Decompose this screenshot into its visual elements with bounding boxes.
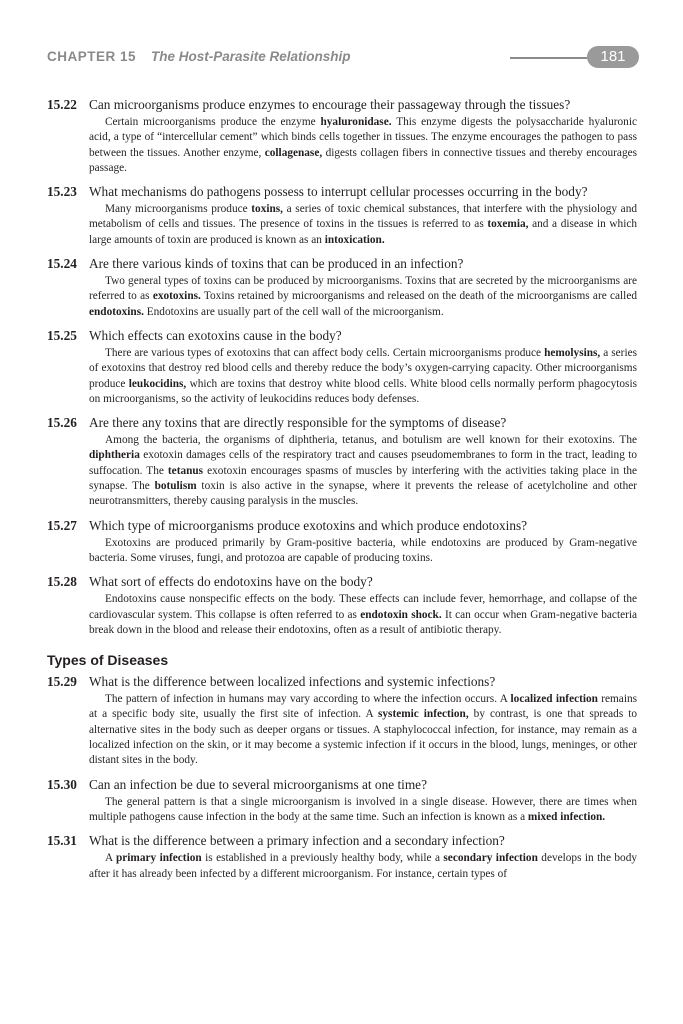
answer-term: hemolysins,: [544, 346, 601, 359]
question-text: Can an infection be due to several microorganisms at one time?: [89, 776, 427, 792]
question-text: Are there any toxins that are directly responsible for the symptoms of disease?: [89, 415, 507, 431]
qa-item: [47, 517, 637, 567]
qa-item: [47, 96, 637, 176]
answer-text: and a disease in which large amounts of toxin are produced is known as an: [89, 218, 637, 246]
question-text: Can microorganisms produce enzymes to encourage their passageway through the tissues?: [89, 97, 571, 112]
question: [47, 183, 637, 200]
answer-text: by contrast, is one that spreads to alternative sites in the body such as deeper organs or tissues. A staphylococcal infection, for instance, may remain as a localized infection on the skin, or it may become a systemic infection if it occurs in the blood, lungs, meninges, or other distant sites in the body.: [89, 708, 638, 767]
answer-paragraph: [89, 346, 637, 407]
answer-text: Exotoxins are produced primarily by Gram-positive bacteria, while endotoxins are produced by Gram-negative bacteria. Some viruses, fungi, and protozoa are capable of producing toxins.: [89, 536, 637, 564]
answer-term: systemic infection,: [378, 708, 469, 721]
answer-paragraph: [89, 592, 637, 638]
qa-item: [47, 414, 637, 509]
answer-text: Many microorganisms produce: [105, 203, 252, 216]
answer-term: intoxication.: [324, 233, 385, 246]
answer-text: Toxins retained by microorganisms and released on the death of the microorganisms are called: [200, 290, 637, 303]
answer-term: localized infection: [510, 693, 598, 706]
answer-text: Among the bacteria, the organisms of diphtheria, tetanus, and botulism are well known for their exotoxins. The: [105, 434, 637, 447]
question: [47, 96, 637, 113]
answer-term: secondary infection: [443, 852, 538, 865]
answer-term: leukocidins,: [128, 377, 187, 390]
answer-term: mixed infection.: [527, 810, 606, 823]
answer-text: The pattern of infection in humans may vary according to where the infection occurs. A: [105, 693, 511, 706]
question-text: What sort of effects do endotoxins have on the body?: [89, 574, 373, 590]
answer-text: A: [105, 852, 116, 865]
answer-paragraph: [89, 115, 637, 176]
question: [47, 776, 637, 793]
question-text: Are there various kinds of toxins that can be produced in an infection?: [89, 256, 464, 272]
answer-term: tetanus: [167, 464, 204, 477]
answer-paragraph: [89, 851, 637, 882]
qa-item: [47, 776, 637, 826]
answer-text: is established in a previously healthy body, while a: [201, 852, 444, 865]
answer-text: exotoxin encourages spasms of muscles by interfering with the activities taking place in the synapse. The: [89, 464, 637, 493]
qa-item: [47, 255, 637, 320]
question-number: 15.28: [47, 574, 77, 590]
qa-item: [47, 832, 637, 882]
answer-text: Endotoxins cause nonspecific effects on the body. These effects can include fever, hemorrhage, and collapse of the cardiovascular system. This collapse is often referred to as: [89, 593, 637, 621]
answer-text: Two general types of toxins can be produced by microorganisms. Toxins that are secreted by the microorganisms are referred to as: [89, 275, 637, 303]
qa-item: [47, 183, 637, 248]
question: [47, 832, 637, 849]
question: [47, 414, 637, 431]
page-number: 181: [587, 46, 639, 68]
answer-text: The general pattern is that a single microorganism is involved in a single disease. However, there are times when multiple pathogens cause infection in the body at the same time. Such an infection is known as a: [89, 795, 637, 823]
chapter-label: CHAPTER 15: [47, 49, 137, 64]
question-number: 15.22: [47, 97, 77, 112]
question-number: 15.23: [47, 184, 77, 200]
answer-term: hyaluronidase.: [320, 116, 392, 128]
question-number: 15.29: [47, 674, 77, 690]
answer-term: toxemia,: [487, 218, 529, 231]
answer-term: toxins,: [251, 203, 283, 216]
answer-paragraph: [89, 795, 637, 826]
question-number: 15.26: [47, 415, 77, 431]
answer-paragraph: [89, 536, 637, 567]
question-text: Which type of microorganisms produce exotoxins and which produce endotoxins?: [89, 517, 528, 533]
question: [47, 327, 637, 344]
question-number: 15.31: [47, 833, 77, 849]
answer-text: toxin is also active in the synapse, where it prevents the release of acetylcholine and other neurotransmitters, thereby causing paralysis in the muscles.: [89, 480, 637, 508]
chapter-title: The Host-Parasite Relationship: [151, 49, 351, 64]
qa-item: [47, 573, 637, 638]
qa-list-before: [47, 96, 637, 638]
answer-paragraph: [89, 274, 637, 320]
answer-text: Certain microorganisms produce the enzyme: [105, 116, 321, 128]
qa-item: [47, 327, 637, 407]
page-content: [47, 96, 637, 889]
answer-text: It can occur when Gram-negative bacteria break down in the blood and release their endotoxins, often as a result of antibiotic therapy.: [89, 608, 638, 636]
question: [47, 255, 637, 272]
answer-term: exotoxins.: [152, 290, 201, 303]
answer-text: a series of toxic chemical substances, that interfere with the physiology and metabolism of cells and tissues. The presence of toxins in the tissues is referred to as: [89, 203, 637, 231]
qa-item: [47, 673, 637, 768]
answer-paragraph: [89, 202, 637, 248]
answer-text: exotoxin damages cells of the respiratory tract and causes pseudomembranes to form in the tract, leading to suffocation. The: [89, 449, 637, 477]
answer-term: endotoxins.: [89, 305, 144, 318]
question-text: What is the difference between localized infections and systemic infections?: [89, 674, 496, 690]
question-text: Which effects can exotoxins cause in the body?: [89, 327, 342, 343]
question-number: 15.24: [47, 256, 77, 272]
answer-term: botulism: [154, 480, 197, 493]
answer-term: collagenase,: [264, 146, 323, 159]
answer-text: a series of exotoxins that destroy red blood cells and thereby reduce the body’s oxygen-carrying capacity. Other microorganisms produce: [89, 346, 637, 390]
answer-text: remains at a specific body site, usually the first site of infection. A: [89, 693, 637, 721]
question-number: 15.25: [47, 327, 77, 343]
question: [47, 673, 637, 690]
running-header: [47, 46, 637, 70]
section-heading: Types of Diseases: [47, 652, 169, 669]
answer-text: develops in the body after it has already been infected by a different microorganism. For instance, certain types of: [89, 852, 637, 880]
answer-text: This enzyme digests the polysaccharide hyaluronic acid, a type of “intercellular cement” which binds cells together in tissues. The enzyme encourages the pathogen to pass between the tissues. Another enzyme,: [89, 116, 637, 159]
answer-text: digests collagen fibers in connective tissues and thereby encourages passage.: [89, 146, 637, 174]
answer-term: primary infection: [115, 852, 202, 865]
answer-text: There are various types of exotoxins that can affect body cells. Certain microorganisms produce: [105, 346, 545, 359]
answer-term: endotoxin shock.: [360, 608, 442, 621]
answer-paragraph: [89, 692, 637, 768]
question-text: What mechanisms do pathogens possess to interrupt cellular processes occurring in the body?: [89, 184, 588, 200]
question-text: What is the difference between a primary infection and a secondary infection?: [89, 833, 505, 849]
answer-text: which are toxins that destroy white blood cells. White blood cells normally perform phagocytosis on microorganisms, so the activity of leukocidins reduces body defenses.: [89, 377, 637, 405]
qa-list-after: [47, 673, 637, 882]
answer-paragraph: [89, 433, 637, 509]
question-number: 15.27: [47, 517, 77, 533]
question-number: 15.30: [47, 776, 77, 792]
answer-text: Endotoxins are usually part of the cell wall of the microorganism.: [143, 305, 444, 318]
question: [47, 573, 637, 590]
answer-term: diphtheria: [89, 449, 140, 462]
question: [47, 517, 637, 534]
